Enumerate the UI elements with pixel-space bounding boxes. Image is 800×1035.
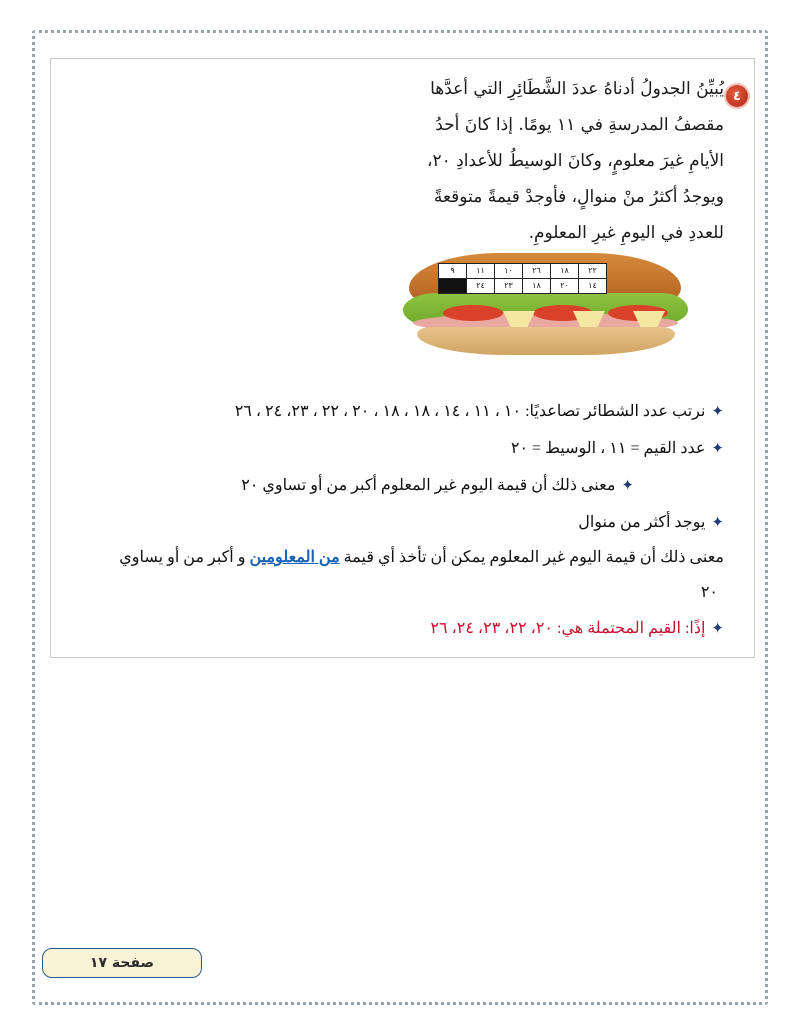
- table-cell: ١٠: [495, 264, 523, 279]
- table-cell: ٢٢: [579, 264, 607, 279]
- question-line: يُبيِّنُ الجدولُ أدناهُ عددَ الشَّطَائِرِ التي أعدَّها: [430, 79, 724, 99]
- sandwich-count-table: [438, 263, 607, 294]
- table-cell: ١٨: [523, 279, 551, 294]
- question-line: الأيامِ غيرَ معلومٍ، وكانَ الوسيطُ للأعدادِ ٢٠،: [426, 151, 724, 171]
- tomato-slice: [443, 305, 503, 321]
- star-bullet-icon: ✦: [711, 441, 724, 457]
- unknown-value-cell: [439, 279, 467, 294]
- solution-line-meaning-median: ✦معنى ذلك أن قيمة اليوم غير المعلوم أكبر من أو تساوي ٢٠: [241, 477, 634, 494]
- question-number-badge: ٤: [726, 85, 748, 107]
- bread-bottom: [417, 327, 675, 355]
- solution-line-twenty: ٢٠: [700, 584, 718, 601]
- star-bullet-icon: ✦: [711, 621, 724, 637]
- table-row: [439, 279, 607, 294]
- solution-line-conclusion: ✦إذًا: القيم المحتملة هي: ٢٠، ٢٢، ٢٣، ٢٤، ٢٦: [430, 620, 724, 637]
- question-line: مقصفُ المدرسةِ في ١١ يومًا. إذا كانَ أحدُ: [435, 115, 724, 135]
- sandwich-illustration: [403, 253, 688, 359]
- solution-line-meaning-mode: معنى ذلك أن قيمة اليوم غير المعلوم يمكن أن تأخذ أي قيمة من المعلومين و أكبر من أو يساوي: [119, 549, 724, 566]
- table-cell: ١٤: [579, 279, 607, 294]
- table-cell: ٢٤: [467, 279, 495, 294]
- solution-line-sorted: ✦نرتب عدد الشطائر تصاعديًا: ١٠ ، ١١ ، ١٤ ، ١٨ ، ١٨ ، ٢٠ ، ٢٢ ، ٢٣، ٢٤ ، ٢٦: [234, 403, 724, 420]
- table-cell: ٩: [439, 264, 467, 279]
- star-bullet-icon: ✦: [711, 515, 724, 531]
- content-box: [50, 58, 755, 658]
- question-text: [364, 71, 724, 251]
- table-cell: ١٨: [551, 264, 579, 279]
- solution-line-count: ✦عدد القيم = ١١ ، الوسيط = ٢٠: [510, 440, 724, 457]
- table-cell: ١١: [467, 264, 495, 279]
- page-number-label: صفحة ١٧: [42, 948, 202, 978]
- question-line: للعددِ في اليومِ غيرِ المعلومِ.: [528, 223, 724, 243]
- solution-line-mode: ✦يوجد أكثر من منوال: [578, 514, 724, 531]
- table-row: [439, 264, 607, 279]
- table-cell: ٢٦: [523, 264, 551, 279]
- star-bullet-icon: ✦: [621, 478, 634, 494]
- question-line: ويوجدُ أكثرُ منْ منوالٍ، فأوجدْ قيمةً متوقعةً: [433, 187, 724, 207]
- star-bullet-icon: ✦: [711, 404, 724, 420]
- table-cell: ٢٣: [495, 279, 523, 294]
- table-cell: ٢٠: [551, 279, 579, 294]
- question-block: [364, 71, 741, 251]
- known-values-link[interactable]: من المعلومين: [249, 549, 340, 566]
